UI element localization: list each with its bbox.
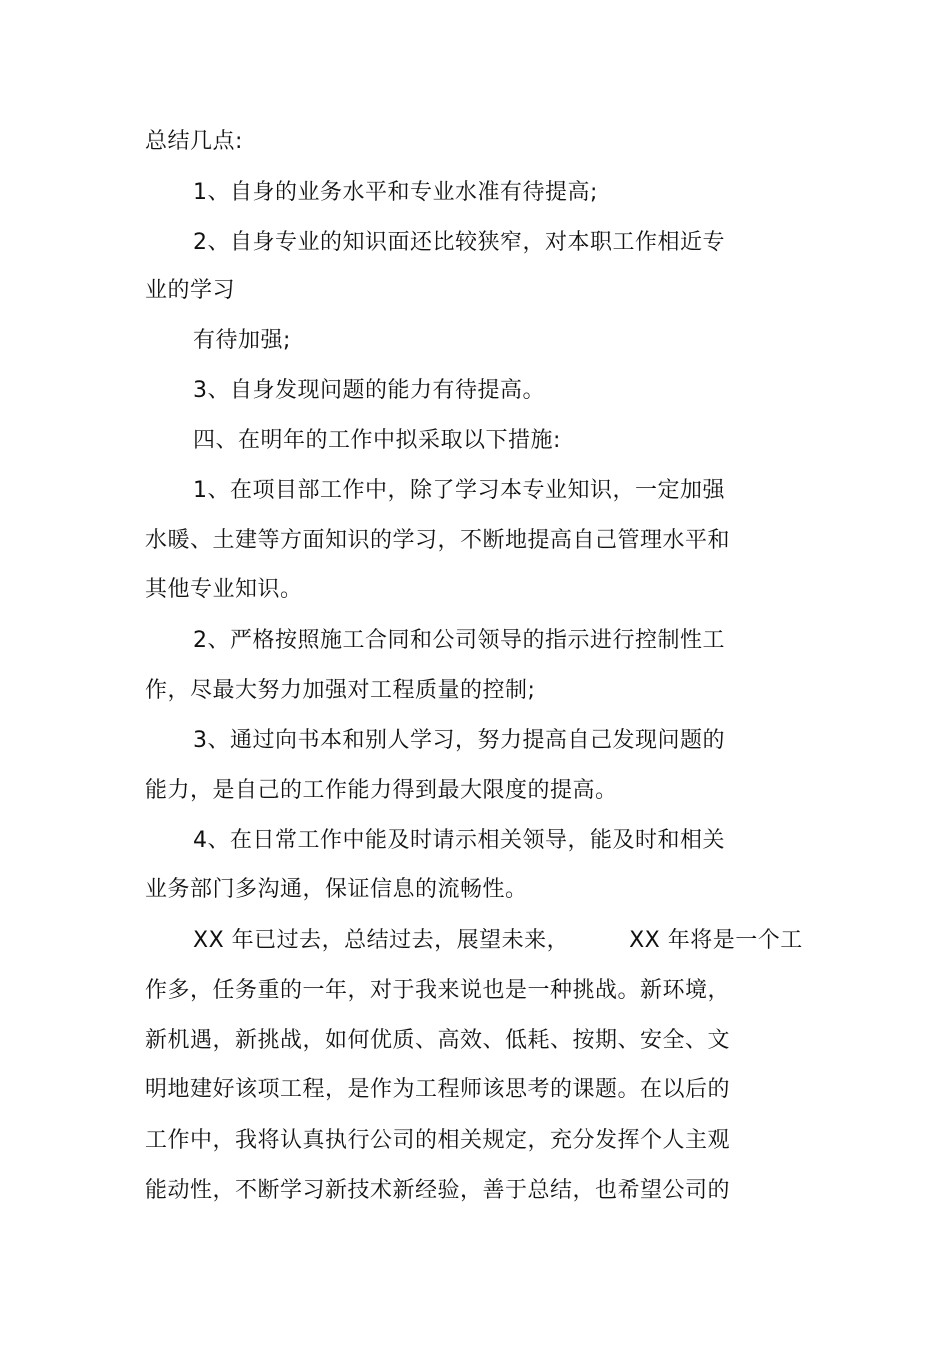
text-line: XX 年已过去，总结过去，展望未来， XX 年将是一个工 xyxy=(193,928,803,953)
text-line: 3、通过向书本和别人学习，努力提高自己发现问题的 xyxy=(193,728,725,753)
text-line: 作多，任务重的一年，对于我来说也是一种挑战。新环境， xyxy=(145,978,731,1003)
text-line: 1、自身的业务水平和专业水准有待提高; xyxy=(193,180,598,205)
text-line: 3、自身发现问题的能力有待提高。 xyxy=(193,378,545,403)
text-line: 作，尽最大努力加强对工程质量的控制; xyxy=(145,678,536,703)
text-line: 水暖、土建等方面知识的学习，不断地提高自己管理水平和 xyxy=(145,528,731,553)
text-line: 其他专业知识。 xyxy=(145,577,303,602)
text-line: 2、自身专业的知识面还比较狭窄，对本职工作相近专 xyxy=(193,230,725,255)
text-line: 四、在明年的工作中拟采取以下措施: xyxy=(193,428,561,453)
text-line: 业的学习 xyxy=(145,278,236,303)
text-line: 工作中，我将认真执行公司的相关规定，充分发挥个人主观 xyxy=(145,1128,731,1153)
text-line: 4、在日常工作中能及时请示相关领导，能及时和相关 xyxy=(193,828,725,853)
text-line: 新机遇，新挑战，如何优质、高效、低耗、按期、安全、文 xyxy=(145,1028,731,1053)
text-line: 总结几点: xyxy=(145,129,243,154)
text-line: 明地建好该项工程，是作为工程师该思考的课题。在以后的 xyxy=(145,1077,731,1102)
text-line: 2、严格按照施工合同和公司领导的指示进行控制性工 xyxy=(193,628,725,653)
text-line: 有待加强; xyxy=(193,328,291,353)
text-line: 1、在项目部工作中，除了学习本专业知识，一定加强 xyxy=(193,478,725,503)
text-line: 能力，是自己的工作能力得到最大限度的提高。 xyxy=(145,778,618,803)
text-line: 能动性，不断学习新技术新经验，善于总结，也希望公司的 xyxy=(145,1178,731,1203)
text-line: 业务部门多沟通，保证信息的流畅性。 xyxy=(145,877,528,902)
